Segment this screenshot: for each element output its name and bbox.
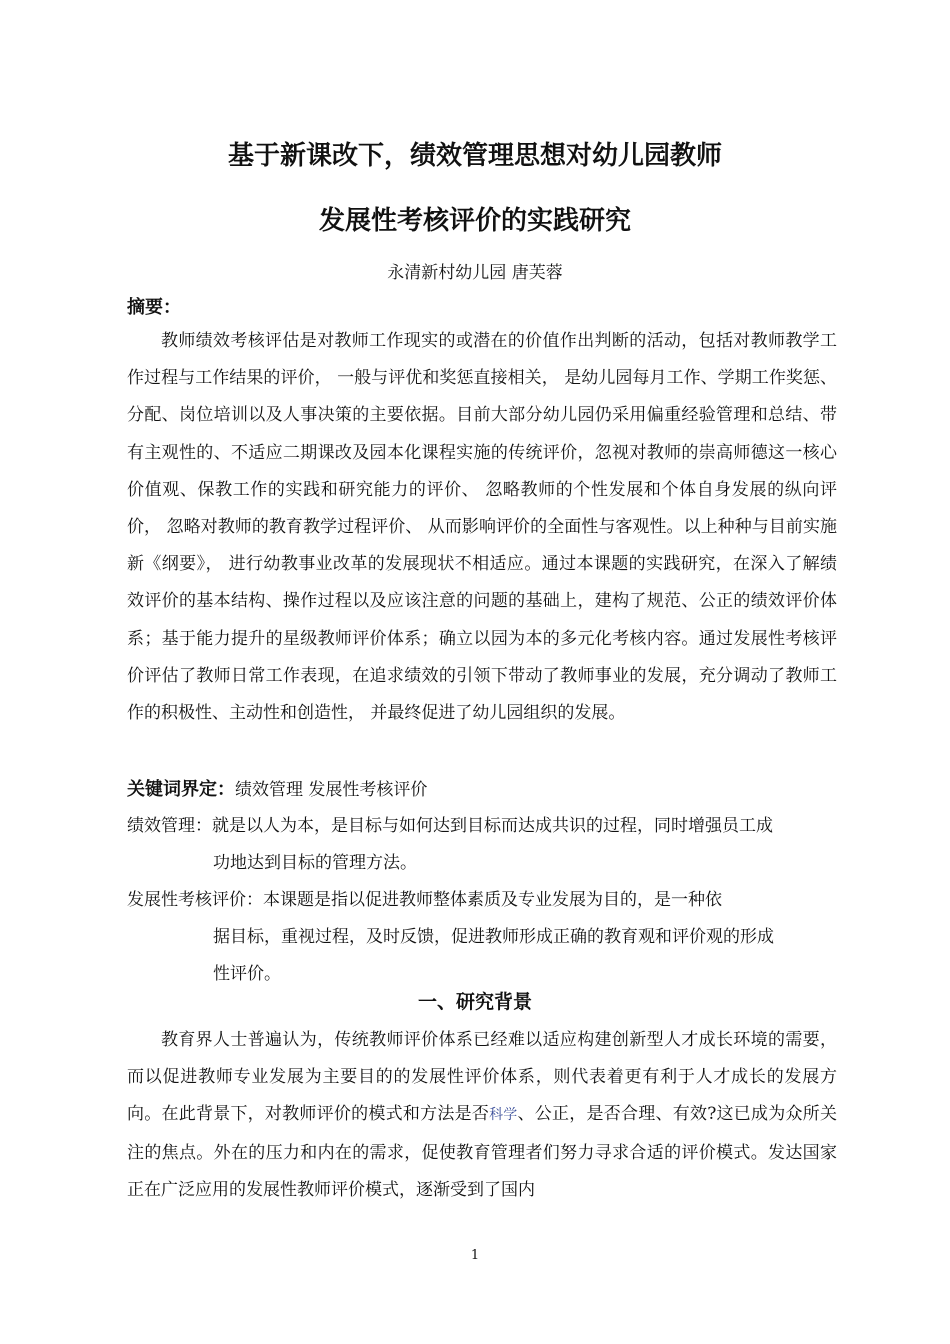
page-number: 1 [470,1248,480,1263]
definition-2-line-2: 据目标，重视过程，及时反馈，促进教师形成正确的教育观和评价观的形成 [213,927,774,948]
definition-1-line-1: 绩效管理：就是以人为本，是目标与如何达到目标而达成共识的过程，同时增强员工成 [127,816,773,836]
definition-2-line-3: 性评价。 [213,964,281,985]
document-title-line2: 发展性考核评价的实践研究 [318,206,631,236]
definition-2-line-1: 发展性考核评价：本课题是指以促进教师整体素质及专业发展为目的，是一种依 [127,890,722,910]
section-heading-background: 一、研究背景 [417,991,532,1013]
definition-developmental-evaluation [127,882,839,994]
background-text-a: 教育界人士普遍认为，传统教师评价体系已经难以适应构建创新型人才成长环境的需要，而以促进教师专业发展为主要目的的发展性评价体系，则代表着更有利于人才成长的发展方向。在此背景下，对教师评价的模式和方法是否 [127,1030,837,1125]
background-paragraph [127,1022,837,1209]
document-title-line1: 基于新课改下，绩效管理思想对幼儿园教师 [227,141,722,171]
keywords-text: 绩效管理 发展性考核评价 [235,780,428,800]
definition-performance-management [127,808,839,882]
keywords-line [127,776,427,804]
background-text-b: 、公正，是否合理、有效?这已成为众所关注的焦点。外在的压力和内在的需求，促使教育管理者们努力寻求合适的评价模式。发达国家正在广泛应用的发展性教师评价模式，逐渐受到了国内 [127,1104,837,1200]
abstract-label: 摘要： [127,297,181,318]
keywords-label: 关键词界定： [127,779,235,800]
definition-1-line-2: 功地达到目标的管理方法。 [213,853,417,874]
science-link[interactable]: 科学 [489,1107,518,1124]
abstract-paragraph: 教师绩效考核评估是对教师工作现实的或潜在的价值作出判断的活动，包括对教师教学工作过程与工作结果的评价， 一般与评优和奖惩直接相关， 是幼儿园每月工作、学期工作奖惩、分配、岗位培训以及人事决策的主要依据。目前大部分幼儿园仍采用偏重经验管理和总结、带有主观性的、不适应二期课改及园本化课程实施的传统评价，忽视对教师的崇高师德这一核心价值观、保教工作的实践和研究能力的评价、 忽略教师的个性发展和个体自身发展的纵向评价， 忽略对教师的教育教学过程评价、 从而影响评价的全面性与客观性。以上种种与目前实施新《纲要》， 进行幼教事业改革的发展现状不相适应。通过本课题的实践研究，在深入了解绩效评价的基本结构、操作过程以及应该注意的问题的基础上，建构了规范、公正的绩效评价体系；基于能力提升的星级教师评价体系；确立以园为本的多元化考核内容。通过发展性考核评价评估了教师日常工作表现，在追求绩效的引领下带动了教师事业的发展，充分调动了教师工作的积极性、主动性和创造性， 并最终促进了幼儿园组织的发展。 [127,331,837,724]
author-line: 永清新村幼儿园 唐芙蓉 [387,263,563,283]
